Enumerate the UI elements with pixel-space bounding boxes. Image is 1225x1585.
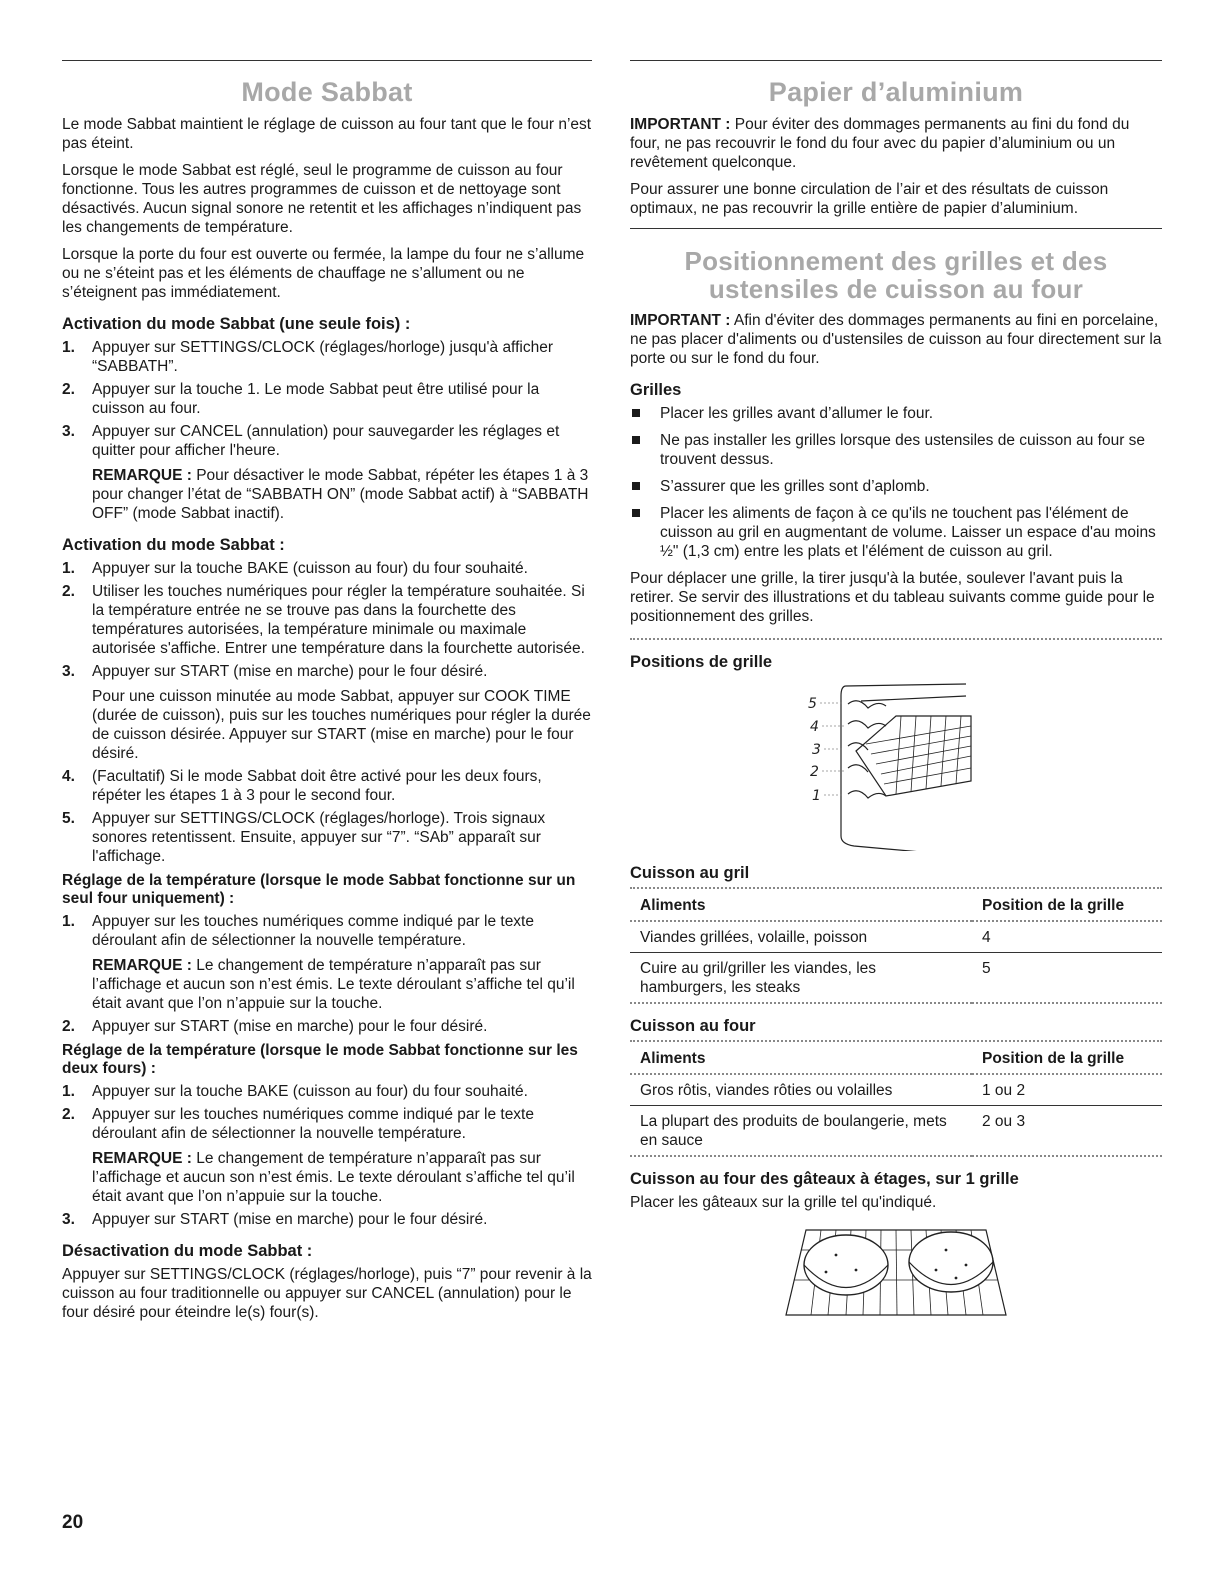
heading-single-oven: Réglage de la température (lorsque le mode Sabbat fonctionne sur un seul four uniquement) : (62, 872, 576, 907)
heading-both-ovens: Réglage de la température (lorsque le mode Sabbat fonctionne sur les deux fours) : (62, 1042, 578, 1077)
table-header-row (630, 1046, 1162, 1074)
column-header: Position de la grille (972, 1046, 1162, 1074)
heading-broiling: Cuisson au gril (630, 864, 750, 882)
section-rule (630, 60, 1162, 61)
layer-cakes-rack-illustration (776, 1220, 1016, 1325)
table-cell: Viandes grillées, volaille, poisson (630, 921, 972, 953)
intro-paragraph: Lorsque le mode Sabbat est réglé, seul le programme de cuisson au four fonctionne. Tous les autres programmes de cuisson et de nettoyage sont désactivés. Aucun signal sonore ne retentit et les affichages n’indiquent pas les changements de température. (62, 162, 582, 236)
list-item: 5. Appuyer sur SETTINGS/CLOCK (réglages/horloge). Trois signaux sonores retentissent. Ensuite, appuyer sur “7”. “SAb” apparaît sur l'affichage. (62, 810, 546, 865)
column-header: Aliments (630, 1046, 972, 1074)
section-rule (62, 60, 592, 61)
table-cell: Gros rôtis, viandes rôties ou volailles (630, 1074, 972, 1106)
section-title-positioning: Positionnement des grilles et des ustensiles de cuisson au four (684, 246, 1108, 304)
section-rule (630, 228, 1162, 229)
note: REMARQUE : Le changement de température n’apparaît pas sur l’affichage et aucun son n’est émis. Le texte déroulant s’affiche tel qu’il était avant que l’on n’appuie sur la touche. (92, 1150, 575, 1205)
layer-cakes-text: Placer les gâteaux sur la grille tel qu'indiqué. (630, 1194, 937, 1211)
note: REMARQUE : Pour désactiver le mode Sabbat, répéter les étapes 1 à 3 pour changer l’état de “SABBATH ON” (mode Sabbat actif) à “SABBATH OFF” (mode Sabbat inactif). (92, 467, 589, 522)
heading-activation-once: Activation du mode Sabbat (une seule fois) : (62, 315, 411, 333)
table-row (630, 1106, 1162, 1157)
dotted-divider (630, 887, 1162, 889)
table-row (630, 921, 1162, 953)
heading-layer-cakes: Cuisson au four des gâteaux à étages, sur 1 grille (630, 1170, 1019, 1188)
dotted-divider (630, 1040, 1162, 1042)
table-cell: 2 ou 3 (972, 1106, 1162, 1157)
list-item: 3. Appuyer sur START (mise en marche) pour le four désiré. (62, 1211, 488, 1228)
foil-important: IMPORTANT : Pour éviter des dommages permanents au fini du fond du four, ne pas recouvrir le fond du four avec du papier d’aluminium ou un revêtement quelconque. (630, 116, 1130, 171)
list-item: 2. Utiliser les touches numériques pour régler la température souhaitée. Si la température entrée ne se trouve pas dans la fourchette des températures autorisées, la température minimale ou maximale autorisée s'affiche. Entrer une température dans la fourchette autorisée. (62, 583, 585, 657)
rack-label: 1 (812, 788, 821, 804)
table-row (630, 953, 1162, 1004)
section-title-sabbath: Mode Sabbat (241, 77, 413, 107)
grilles-text: Pour déplacer une grille, la tirer jusqu'à la butée, soulever l'avant puis la retirer. Se servir des illustrations et du tableau suivants comme guide pour le positionnement des grilles. (630, 570, 1155, 625)
list-item: Placer les aliments de façon à ce qu'ils ne touchent pas l'élément de cuisson au gril en augmentant de volume. Laisser un espace d'au moins ½" (1,3 cm) entre les plats et l'élément de cuisson au gril. (630, 504, 1162, 561)
list-item: S’assurer que les grilles sont d’aplomb. (630, 477, 1162, 496)
heading-baking: Cuisson au four (630, 1017, 756, 1035)
foil-text: Pour assurer une bonne circulation de l’air et des résultats de cuisson optimaux, ne pas recouvrir la grille entière de papier d’aluminium. (630, 181, 1109, 217)
list-item: 2. Appuyer sur la touche 1. Le mode Sabbat peut être utilisé pour la cuisson au four. (62, 381, 540, 417)
table-cell: La plupart des produits de boulangerie, mets en sauce (630, 1106, 972, 1157)
list-item: 3. Appuyer sur START (mise en marche) pour le four désiré. Pour une cuisson minutée au mode Sabbat, appuyer sur COOK TIME (durée de cuisson), puis sur les touches numériques pour régler la durée de cuisson désirée. Appuyer sur START (mise en marche) pour le four désiré. (62, 663, 591, 762)
positioning-important: IMPORTANT : Afin d'éviter des dommages permanents au fini en porcelaine, ne pas placer d'aliments ou d'ustensiles de cuisson au four directement sur la porte ou sur le fond du four. (630, 312, 1162, 367)
table-cell: Cuire au gril/griller les viandes, les hamburgers, les steaks (630, 953, 972, 1004)
dotted-divider (630, 638, 1162, 640)
list-item: 1. Appuyer sur la touche BAKE (cuisson au four) du four souhaité. (62, 1083, 528, 1100)
section-title-foil: Papier d’aluminium (768, 77, 1024, 107)
heading-rack-positions: Positions de grille (630, 653, 773, 671)
steps-activation-once (62, 338, 592, 523)
right-column (630, 60, 1162, 1329)
list-item: Ne pas installer les grilles lorsque des ustensiles de cuisson au four se trouvent dessus. (630, 431, 1162, 469)
table-header-row (630, 893, 1162, 921)
list-item: 2. Appuyer sur START (mise en marche) pour le four désiré. (62, 1018, 488, 1035)
intro-paragraph: Le mode Sabbat maintient le réglage de cuisson au four tant que le four n’est pas éteint. (62, 116, 592, 152)
rack-label: 4 (810, 719, 819, 735)
list-item: 1. Appuyer sur SETTINGS/CLOCK (réglages/horloge) jusqu'à afficher “SABBATH”. (62, 339, 553, 375)
steps-both-ovens (62, 1082, 592, 1229)
note: REMARQUE : Le changement de température n’apparaît pas sur l’affichage et aucun son n’est émis. Le texte déroulant s’affiche tel qu’il était avant que l’on n’appuie sur la touche. (92, 957, 575, 1012)
left-column (62, 60, 592, 1330)
table-row (630, 1074, 1162, 1106)
list-item: 4. (Facultatif) Si le mode Sabbat doit être activé pour les deux fours, répéter les étapes 1 à 3 pour le second four. (62, 768, 542, 804)
rack-label: 5 (808, 696, 817, 712)
column-header: Position de la grille (972, 893, 1162, 921)
list-item: 1. Appuyer sur la touche BAKE (cuisson au four) du four souhaité. (62, 560, 528, 577)
steps-single-oven (62, 912, 592, 1036)
heading-activation: Activation du mode Sabbat : (62, 536, 285, 554)
page-number: 20 (62, 1512, 84, 1533)
heading-deactivation: Désactivation du mode Sabbat : (62, 1242, 313, 1260)
deactivation-text: Appuyer sur SETTINGS/CLOCK (réglages/horloge), puis “7” pour revenir à la cuisson au four traditionnelle ou appuyer sur CANCEL (annulation) pour le four désiré pour éteindre le(s) four(s). (62, 1266, 592, 1321)
steps-activation (62, 559, 592, 866)
baking-table (630, 1046, 1162, 1157)
list-item: 1. Appuyer sur les touches numériques comme indiqué par le texte déroulant afin de sélectionner la nouvelle température. REMARQUE : Le changement de température n’apparaît pas sur l’affichage et aucun son n’est émis. Le texte déroulant s’affiche tel qu’il était avant que l’on n’appuie sur la touche. (62, 912, 592, 1013)
grilles-bullets (630, 404, 1162, 561)
table-cell: 1 ou 2 (972, 1074, 1162, 1106)
rack-label: 2 (810, 764, 819, 780)
intro-paragraph: Lorsque la porte du four est ouverte ou fermée, la lampe du four ne s’allume ou ne s’éteint pas et les éléments de chauffage ne s’allument ou ne s’éteignent pas immédiatement. (62, 246, 585, 301)
list-item: 2. Appuyer sur les touches numériques comme indiqué par le texte déroulant afin de sélectionner la nouvelle température. REMARQUE : Le changement de température n’apparaît pas sur l’affichage et aucun son n’est émis. Le texte déroulant s’affiche tel qu’il était avant que l’on n’appuie sur la touche. (62, 1105, 592, 1206)
list-item: 3. Appuyer sur CANCEL (annulation) pour sauvegarder les réglages et quitter pour afficher l'heure. REMARQUE : Pour désactiver le mode Sabbat, répéter les étapes 1 à 3 pour changer l’état de “SABBATH ON” (mode Sabbat actif) à “SABBATH OFF” (mode Sabbat inactif). (62, 422, 592, 523)
heading-grilles: Grilles (630, 381, 682, 399)
broiling-table (630, 893, 1162, 1004)
oven-rack-positions-illustration (786, 676, 1006, 851)
table-cell: 4 (972, 921, 1162, 953)
list-item: Placer les grilles avant d’allumer le four. (630, 404, 1162, 423)
table-cell: 5 (972, 953, 1162, 1004)
column-header: Aliments (630, 893, 972, 921)
note: Pour une cuisson minutée au mode Sabbat, appuyer sur COOK TIME (durée de cuisson), puis sur les touches numériques pour régler la durée de cuisson désirée. Appuyer sur START (mise en marche) pour le four désiré. (92, 688, 591, 762)
rack-label: 3 (812, 742, 821, 758)
